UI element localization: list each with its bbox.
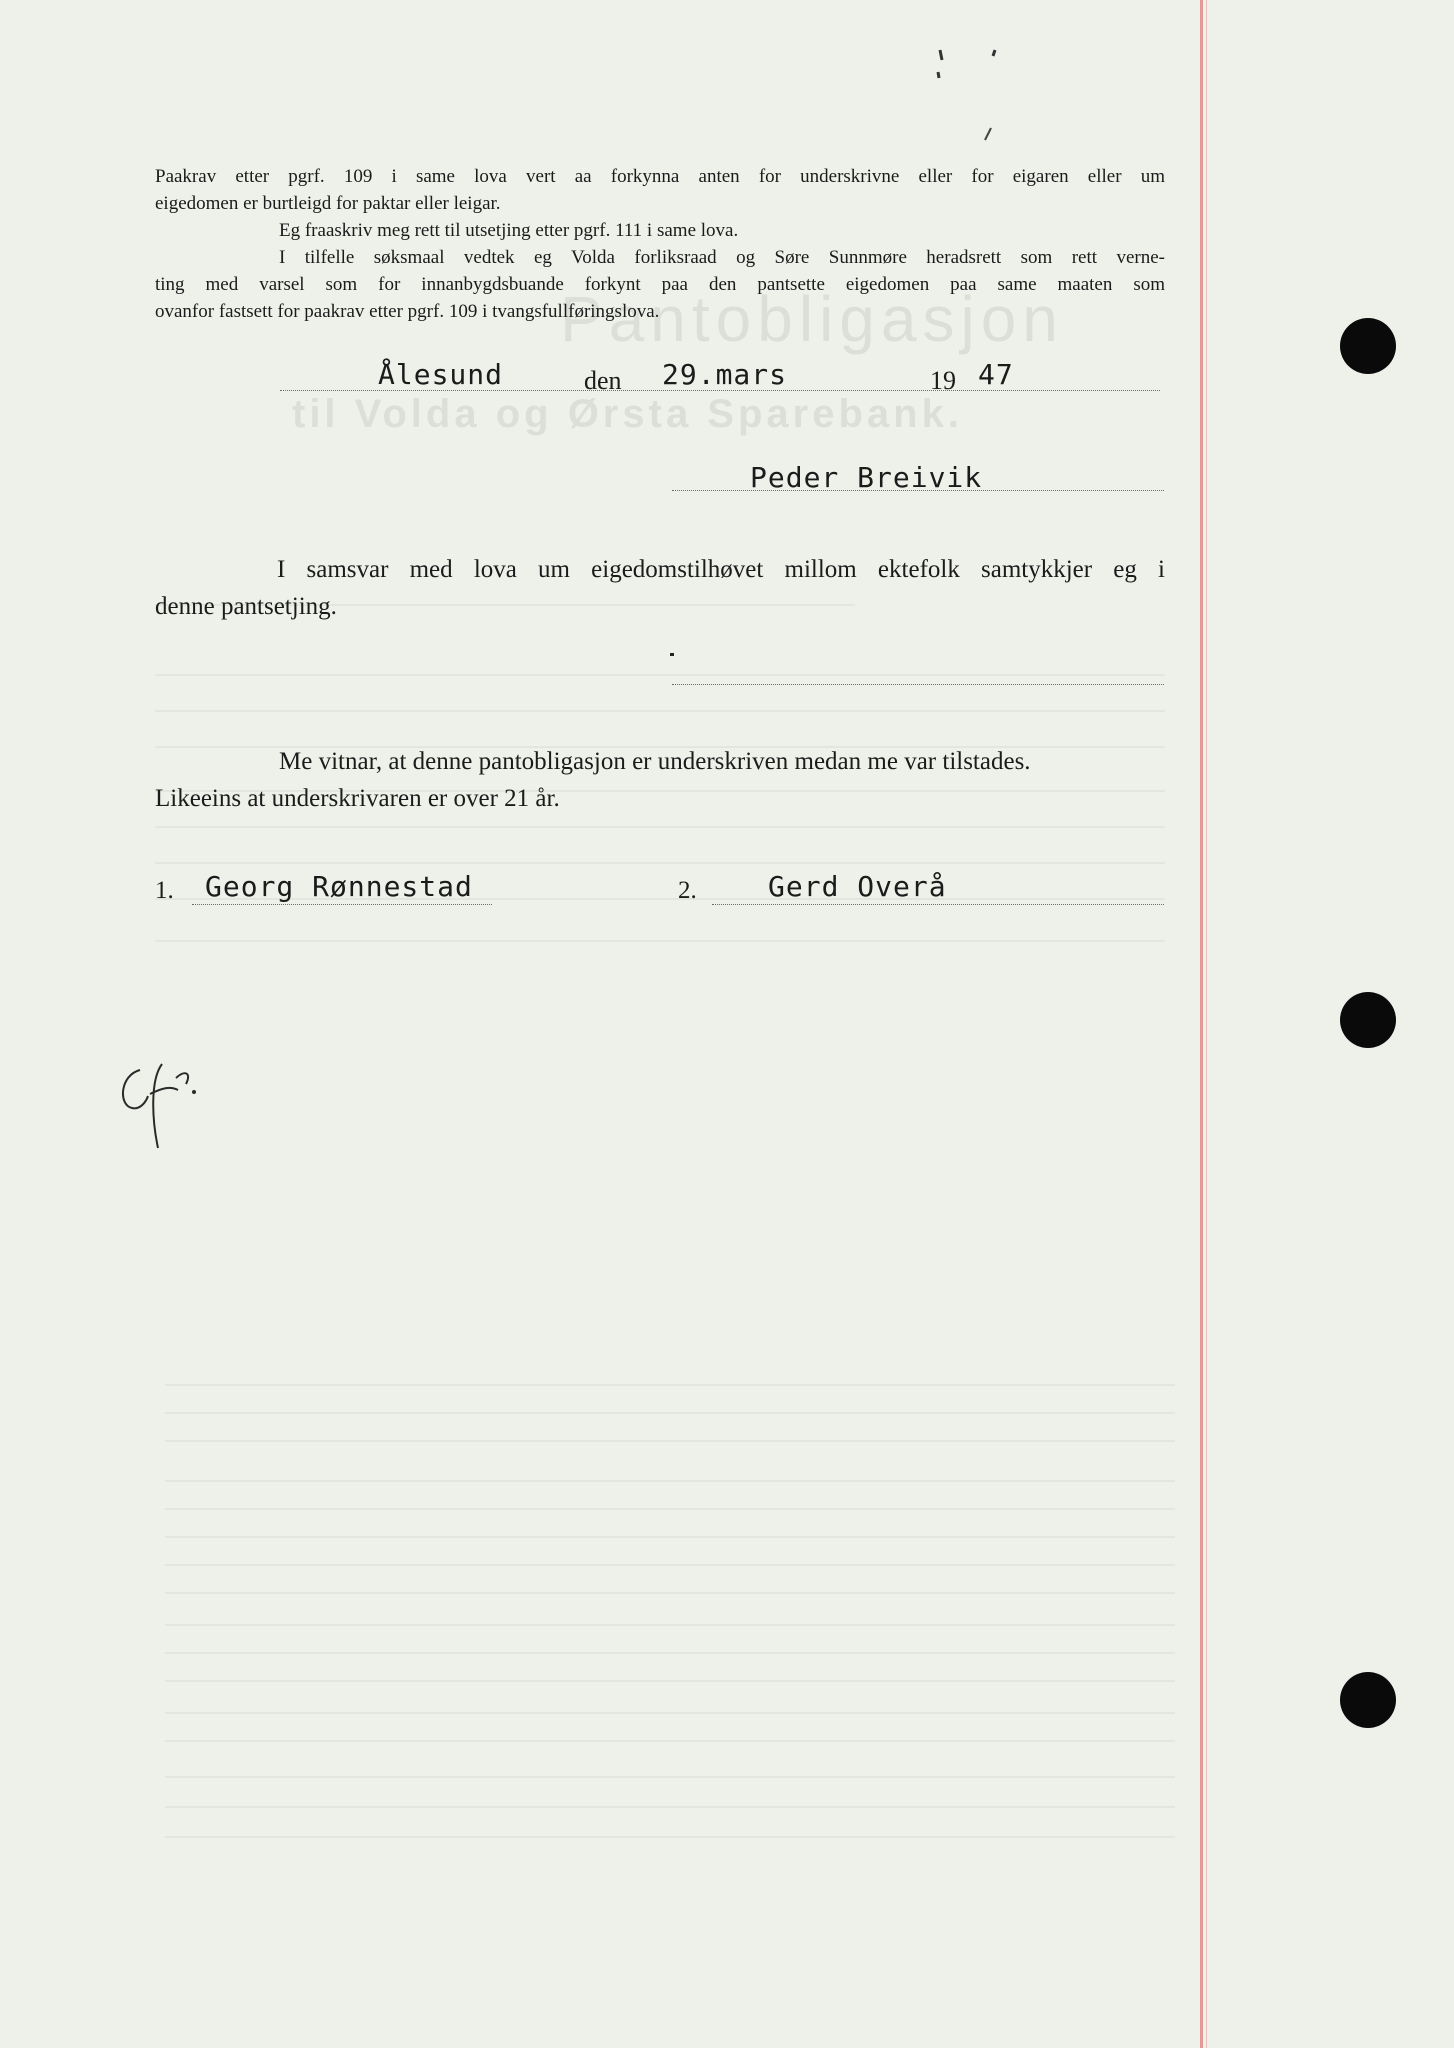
small-dot (670, 653, 674, 656)
terms-line: Paakrav etter pgrf. 109 i same lova vert aa forkynna anten for underskrivne eller for eigaren eller um (155, 166, 1165, 187)
stray-ink-marks (900, 20, 1020, 150)
punch-hole (1340, 318, 1396, 374)
bleed-through-line (165, 1536, 1175, 1538)
punch-hole (1340, 992, 1396, 1048)
bleed-through-line (155, 940, 1165, 942)
bleed-through-line (165, 1564, 1175, 1566)
witness2-name: Gerd Overå (768, 870, 947, 903)
terms-line: eigedomen er burtleigd for paktar eller leigar. (155, 193, 501, 214)
bleed-through-line (155, 826, 1165, 828)
consent-line: I samsvar med lova um eigedomstilhøvet millom ektefolk samtykkjer eg i (277, 556, 1165, 583)
date-value: 29.mars (662, 358, 788, 391)
bleed-through-subheading: til Volda og Ørsta Sparebank. (292, 392, 963, 436)
bleed-through-line (165, 1740, 1175, 1742)
bleed-through-heading: Pantobligasjon (560, 283, 1064, 355)
bleed-through-line (165, 1480, 1175, 1482)
witness1-number: 1. (155, 877, 174, 904)
bleed-through-line (165, 1412, 1175, 1414)
margin-rule-shadow (1206, 0, 1207, 2048)
bleed-through-line (165, 1624, 1175, 1626)
bleed-through-line (165, 1592, 1175, 1594)
bleed-through-line (165, 1836, 1175, 1838)
witness-statement (155, 743, 1165, 817)
bleed-through-line (165, 1508, 1175, 1510)
spouse-consent-text (155, 551, 1165, 625)
margin-rule (1200, 0, 1203, 2048)
year-suffix: 47 (978, 358, 1014, 391)
witness-line: Me vitnar, at denne pantobligasjon er underskriven medan me var tilstades. (279, 748, 1031, 775)
bleed-through-line (165, 1680, 1175, 1682)
terms-line: ting med varsel som for innanbygdsbuande forkynt paa den pantsette eigedomen paa same maaten som (155, 274, 1165, 295)
bleed-through-line (165, 1440, 1175, 1442)
witness1-name: Georg Rønnestad (205, 870, 473, 903)
bleed-through-line (165, 1384, 1175, 1386)
punch-hole (1340, 1672, 1396, 1728)
bleed-through-line (165, 1712, 1175, 1714)
bleed-through-line (165, 1652, 1175, 1654)
witness2-line (712, 904, 1164, 905)
bleed-through-line (165, 1776, 1175, 1778)
terms-line: ovanfor fastsett for paakrav etter pgrf. 109 i tvangsfullføringslova. (155, 301, 660, 322)
spouse-signature-line (672, 684, 1164, 685)
den-label: den (584, 366, 622, 395)
year-prefix: 19 (930, 366, 956, 395)
bleed-through-line (155, 710, 1165, 712)
bleed-through-line (155, 862, 1165, 864)
consent-line: denne pantsetjing. (155, 593, 337, 620)
witness1-line (192, 904, 492, 905)
witness-line: Likeeins at underskrivaren er over 21 år. (155, 785, 560, 812)
terms-line: Eg fraaskriv meg rett til utsetjing etter pgrf. 111 i same lova. (279, 220, 739, 241)
bleed-through-line (165, 1806, 1175, 1808)
handwritten-initials (110, 1050, 220, 1160)
witness2-number: 2. (678, 877, 697, 904)
terms-line: I tilfelle søksmaal vedtek eg Volda forliksraad og Søre Sunnmøre heradsrett som rett verne- (279, 247, 1165, 268)
bleed-through-line (155, 674, 1165, 676)
place-value: Ålesund (378, 358, 504, 391)
signer-name: Peder Breivik (750, 461, 983, 494)
terms-paragraph (155, 163, 1165, 325)
